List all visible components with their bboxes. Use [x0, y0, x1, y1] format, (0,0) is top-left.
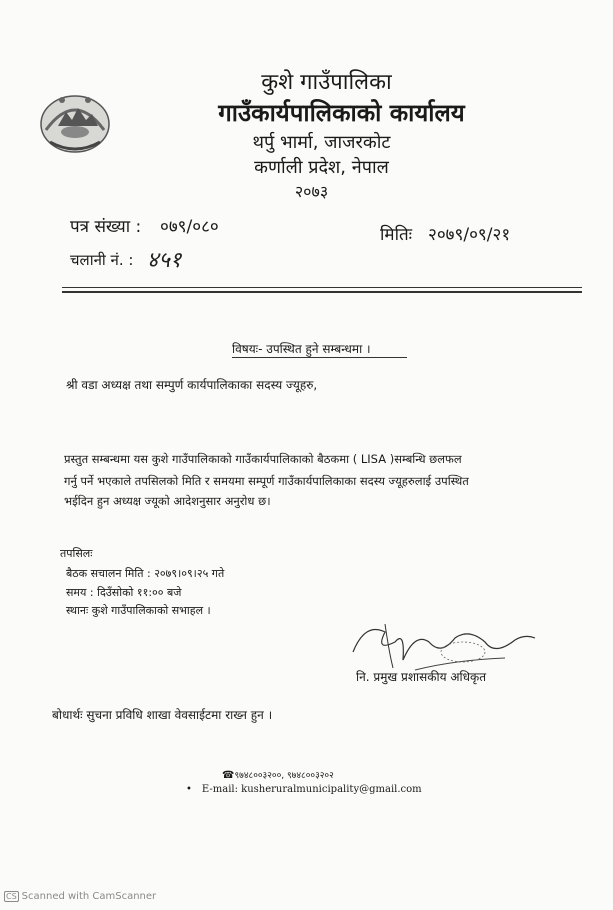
cc-note: बोधार्थः सुचना प्रविधि शाखा वेवसाईटमा राख्न हुन । — [52, 708, 273, 722]
signatory-title: नि. प्रमुख प्रशासकीय अधिकृत — [356, 670, 487, 684]
date-value: २०७९/०९/२१ — [428, 225, 511, 245]
email-address: E-mail: kusheruralmunicipality@gmail.com — [201, 784, 422, 795]
body-line-3: भईदिन हुन अध्यक्ष ज्यूको आदेशनुसार अनुरोध छ। — [64, 494, 271, 508]
phone-numbers — [222, 768, 334, 781]
ref-number-value: ०७९/०८० — [160, 217, 219, 237]
meeting-date: बैठक सचालन मिति : २०७९।०९।२५ गते — [66, 567, 225, 580]
established-year: २०७३ — [294, 182, 329, 201]
subject-line: विषयः- उपस्थित हुने सम्बन्धमा । — [232, 342, 371, 356]
details-label: तपसिलः — [60, 547, 93, 560]
recipient-line: श्री वडा अध्यक्ष तथा सम्पुर्ण कार्यपालिकाका सदस्य ज्यूहरु, — [66, 378, 318, 392]
header-divider-top — [62, 287, 582, 288]
phone-value: ९७४८००३२००, ९७४८००३२०२ — [234, 771, 334, 781]
municipality-name: कुशे गाउँपालिका — [261, 70, 392, 95]
email-bullet: • — [186, 784, 192, 795]
scanner-watermark — [4, 891, 156, 902]
meeting-venue: स्थानः कुशे गाउँपालिकाको सभाहल । — [66, 604, 211, 617]
camscanner-logo-icon: CS — [6, 892, 17, 901]
dispatch-number-label: चलानी नं. : — [70, 251, 134, 269]
telephone-icon: ☎ — [222, 770, 235, 781]
email-line — [186, 784, 422, 795]
dispatch-number-value: ४५१ — [147, 248, 182, 273]
office-name: गाउँकार्यपालिकाको कार्यालय — [218, 99, 465, 127]
office-address: थर्पु भार्मा, जाजरकोट — [252, 132, 391, 153]
ref-number-label: पत्र संख्या : — [70, 217, 142, 237]
province-country: कर्णाली प्रदेश, नेपाल — [254, 157, 389, 178]
date-label: मितिः — [380, 225, 413, 245]
body-line-1: प्रस्तुत सम्बन्धमा यस कुशे गाउँपालिकाको गाउँकार्यपालिकाको बैठकमा ( LISA )सम्बन्धि छलफल — [64, 452, 462, 466]
header-divider-bottom — [62, 291, 582, 293]
meeting-time: समय : दिउँसोको ११:०० बजे — [66, 586, 182, 599]
subject-underline — [232, 357, 407, 358]
body-line-2: गर्नु पर्ने भएकाले तपसिलको मिति र समयमा सम्पूर्ण गाउँकार्यपालिकाका सदस्य ज्यूहरुलाई उपस्थित — [64, 474, 469, 488]
watermark-text: Scanned with CamScanner — [21, 891, 157, 902]
